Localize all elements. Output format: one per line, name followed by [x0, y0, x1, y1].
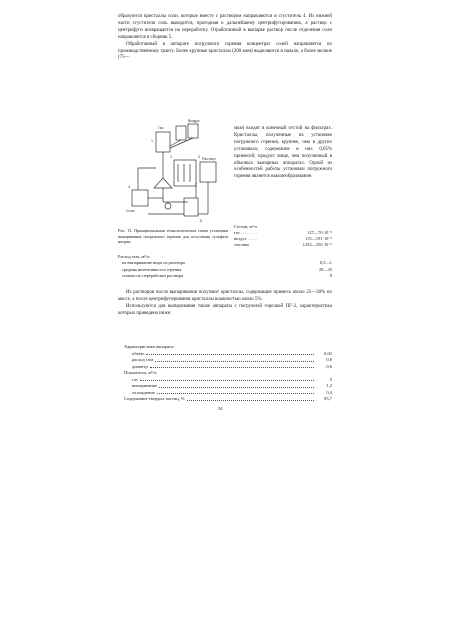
figure-label-5: 5	[200, 219, 202, 223]
characteristics-item-label: расход газа	[132, 357, 154, 362]
composition-label: воздух . . . . .	[234, 236, 258, 241]
composition-block	[234, 224, 332, 248]
document-page	[118, 14, 332, 624]
gas-consumption-value: 0,5—1	[319, 260, 332, 266]
gas-consumption-block	[118, 254, 332, 279]
characteristics-item-label: газ	[132, 376, 138, 382]
paragraph-block-1	[118, 14, 332, 62]
leader-dots	[159, 383, 314, 388]
leader-dots	[187, 396, 314, 401]
collector	[200, 162, 216, 182]
paragraph-3: Из растворов после выпаривания получают кристаллы, содержащие примесь около 25—30% по массе, а после центрифугирования кристаллы влажностью около 5%.	[118, 290, 332, 302]
composition-label: газ . . . . . . . .	[234, 230, 258, 235]
composition-title: Состав, м³/ч	[234, 224, 257, 229]
gas-consumption-value: 8	[329, 272, 332, 278]
gas-consumption-title: Расход газа, м³/ч:	[118, 254, 151, 259]
characteristics-item-label: объем	[132, 350, 144, 356]
characteristics-item-value: 0,6	[326, 363, 332, 369]
characteristics-item-value: 5	[329, 376, 332, 382]
gas-consumption-value: 20—35	[318, 266, 332, 272]
characteristics-final-item	[118, 396, 332, 403]
right-column-paragraph: мкм) входят в конечный отстой на фильтрах. Кристаллы, полученные на установке погружного горения, крупнее, чем в других установках; содержание в них 0,05% примесей; продукт чище, чем полученный в обычных выпарных аппаратах. Одной из особенностей работы установки погружного горения является накипеобразование.	[234, 126, 332, 180]
characteristics-group	[118, 344, 332, 370]
characteristics-item-value: 0,02	[324, 350, 332, 356]
characteristics-group-title: Характеристика аппарата:	[124, 344, 175, 349]
gas-consumption-label: на выпаривание воды из раствора	[122, 260, 185, 266]
figure-label-3: 3	[198, 155, 200, 159]
leader-dots	[150, 364, 314, 369]
gas-consumption-row	[118, 273, 332, 279]
air-inlet	[188, 124, 198, 138]
burner-chamber	[156, 132, 170, 152]
paragraph-1: образуются кристаллы соли, которые вместе с раствором направляются в сгуститель 4. Из нижней части сгустителя соль выводится, пригодная к дальнейшему центрифугированию, а раствор с центрифуги возвращается на переработку. Отработанный в выпарке раствор после отделения соли направляется в сборник 5.	[118, 14, 332, 40]
figure-label-4: 4	[128, 185, 130, 189]
characteristics-final-value: 85,7	[324, 396, 332, 401]
pump	[165, 203, 171, 209]
figure-label-solution: Раствор	[202, 157, 216, 161]
page-number: 54	[218, 406, 223, 411]
tank-bottom	[184, 198, 198, 216]
leader-dots	[146, 351, 314, 356]
composition-value: 127—70·10⁻²	[307, 230, 332, 235]
process-flow-diagram	[118, 118, 228, 226]
paragraph-4: Используются для выпаривания также аппараты с погружной горелкой ПГ-2, характеристика которых приведена ниже:	[118, 303, 332, 316]
figure-label-gas: Газ	[158, 126, 164, 130]
characteristics-group-title: Показатели, м³/ч:	[124, 370, 158, 375]
composition-value: 1233—250·10⁻²	[302, 242, 332, 247]
gas-consumption-label: средняя интенсивность горения	[122, 266, 182, 272]
process-flow-figure	[118, 118, 228, 226]
figure-label-1: 1	[151, 139, 153, 143]
composition-value: 115—191·10⁻²	[305, 236, 332, 241]
right-column-text	[234, 126, 332, 181]
tank-left	[132, 190, 148, 206]
paragraph-block-3	[118, 290, 332, 318]
characteristics-item-label: диаметр	[132, 363, 148, 369]
characteristics-item-label: выпаривание	[132, 383, 158, 388]
leader-dots	[155, 357, 314, 362]
leader-dots	[157, 390, 314, 395]
characteristics-item-value: 0,4	[326, 389, 332, 395]
settler	[174, 160, 196, 186]
characteristics-item-value: 0,8	[326, 357, 332, 362]
leader-dots	[140, 377, 314, 382]
characteristics-list	[118, 344, 332, 403]
characteristics-final-label: Содержание твердых частиц, %	[124, 396, 185, 401]
characteristics-item-label: охлаждение	[132, 389, 155, 395]
composition-label: топливо	[234, 242, 250, 247]
figure-caption: Рис. 13. Принципиальная технологическая схема установки выпаривания погружного горения для получения сульфата натрия.	[118, 228, 228, 245]
figure-label-air: Воздух	[188, 119, 200, 123]
composition-row	[234, 242, 332, 248]
characteristics-item-value: 1,2	[326, 383, 332, 388]
figure-label-2: 2	[170, 155, 172, 159]
paragraph-2: Обработанный в аппарате погружного горения концентрат солей направляется по производственному тракту. Более крупные кристаллы (200 мкм) выделяются в начале, а более мелкие (75—	[118, 41, 332, 61]
gas-inlet	[176, 126, 186, 140]
gas-consumption-label: стоимость переработки раствора	[122, 272, 184, 278]
characteristics-group	[118, 370, 332, 396]
figure-label-salt: Соль	[126, 209, 135, 213]
